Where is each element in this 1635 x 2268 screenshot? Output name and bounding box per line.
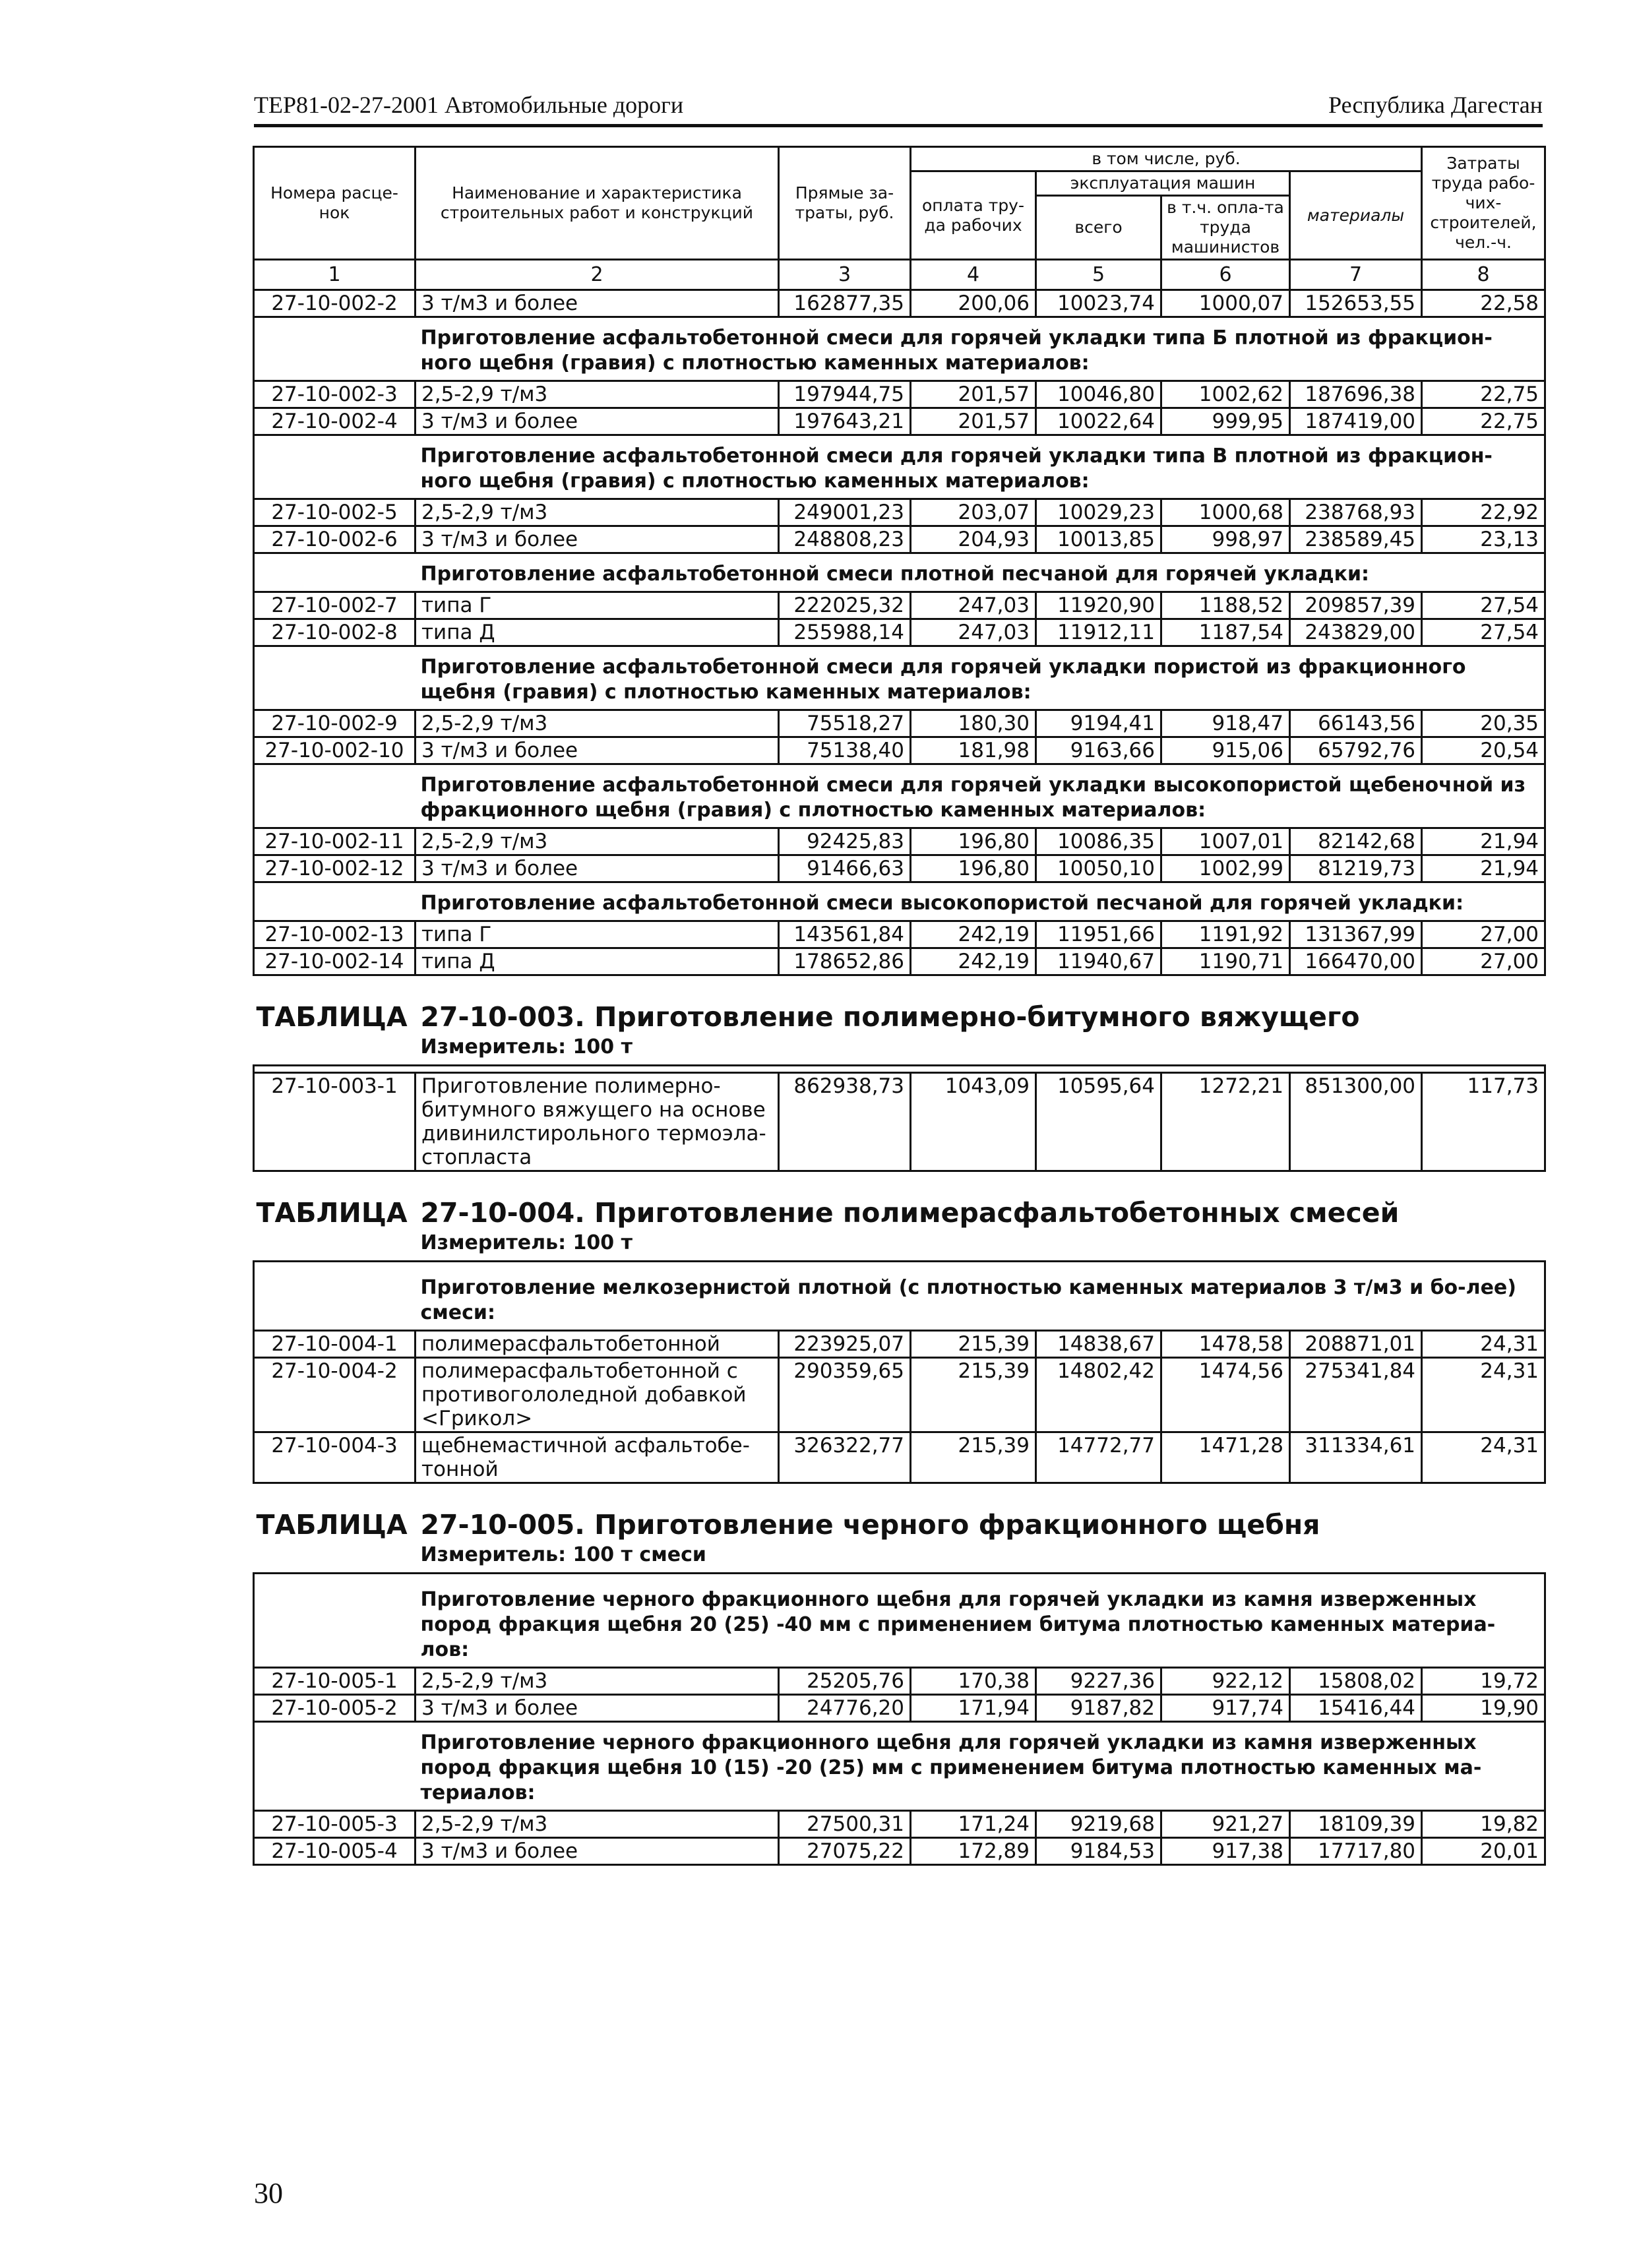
section-spacer [254,882,416,921]
machines-total: 11951,66 [1036,921,1161,948]
machinist-pay: 1471,28 [1161,1432,1290,1483]
table-body [254,147,1545,1865]
table-title-label: ТАБЛИЦА [256,1001,408,1033]
header-machines-total: всего [1036,196,1161,260]
materials: 851300,00 [1290,1073,1422,1171]
section-heading-row [254,1722,1545,1811]
labor-costs: 19,72 [1422,1668,1545,1695]
column-number: 7 [1290,260,1422,290]
materials: 82142,68 [1290,828,1422,855]
materials: 238768,93 [1290,499,1422,526]
labor-pay: 215,39 [911,1358,1036,1432]
direct-costs: 24776,20 [779,1695,911,1722]
work-name: 3 т/м3 и более [416,1695,779,1722]
direct-costs: 248808,23 [779,526,911,553]
measure-unit-row [254,1033,1545,1066]
table-row [254,619,1545,646]
rate-code: 27-10-002-2 [254,290,416,317]
machinist-pay: 1000,68 [1161,499,1290,526]
labor-costs: 27,54 [1422,592,1545,619]
table-row [254,948,1545,975]
column-number: 4 [911,260,1036,290]
direct-costs: 91466,63 [779,855,911,882]
labor-pay: 242,19 [911,921,1036,948]
work-name: типа Д [416,948,779,975]
measure-unit-row [254,1541,1545,1574]
labor-costs: 22,58 [1422,290,1545,317]
machines-total: 11912,11 [1036,619,1161,646]
labor-pay: 204,93 [911,526,1036,553]
border-cell [254,1574,1545,1580]
machinist-pay: 922,12 [1161,1668,1290,1695]
section-heading-row [254,317,1545,381]
labor-costs: 24,31 [1422,1358,1545,1432]
machines-total: 10023,74 [1036,290,1161,317]
header-code: Номера расце-нок [254,147,416,260]
section-spacer [254,1268,416,1331]
rate-code: 27-10-002-10 [254,737,416,764]
machinist-pay: 1478,58 [1161,1331,1290,1358]
work-name: 2,5-2,9 т/м3 [416,710,779,737]
labor-pay: 196,80 [911,828,1036,855]
rate-code: 27-10-002-8 [254,619,416,646]
rate-code: 27-10-002-13 [254,921,416,948]
work-name: 3 т/м3 и более [416,526,779,553]
rate-code: 27-10-004-1 [254,1331,416,1358]
work-name: типа Г [416,592,779,619]
machines-total: 9227,36 [1036,1668,1161,1695]
measure-unit: Измеритель: 100 т смеси [420,1543,706,1566]
direct-costs: 222025,32 [779,592,911,619]
direct-costs: 255988,14 [779,619,911,646]
section-heading-row [254,1268,1545,1331]
table-top-border [254,1574,1545,1580]
section-heading: Приготовление асфальтобетонной смеси для горячей укладки пористой из фракционного щебня (гравия) с плотностью каменных материалов: [416,646,1545,710]
table-title-row [254,1171,1545,1229]
machines-total: 9194,41 [1036,710,1161,737]
machines-total: 11920,90 [1036,592,1161,619]
section-spacer [254,1722,416,1811]
labor-pay: 196,80 [911,855,1036,882]
machinist-pay: 917,74 [1161,1695,1290,1722]
header-materials: материалы [1290,171,1422,260]
work-name: щебнемастичной асфальтобе-тонной [416,1432,779,1483]
section-heading: Приготовление черного фракционного щебня для горячей укладки из камня изверженных пород фракция щебня 20 (25) -40 мм с применением битума плотностью каменных материа-лов: [416,1579,1545,1668]
machines-total: 11940,67 [1036,948,1161,975]
column-number: 6 [1161,260,1290,290]
materials: 209857,39 [1290,592,1422,619]
materials: 238589,45 [1290,526,1422,553]
section-heading: Приготовление асфальтобетонной смеси для горячей укладки типа В плотной из фракцион-ного щебня (гравия) с плотностью каменных материалов: [416,435,1545,499]
rate-code: 27-10-005-3 [254,1811,416,1838]
direct-costs: 178652,86 [779,948,911,975]
table-row [254,855,1545,882]
column-number: 1 [254,260,416,290]
column-number: 3 [779,260,911,290]
machines-total: 10029,23 [1036,499,1161,526]
border-cell [254,1066,1545,1073]
rate-code: 27-10-002-6 [254,526,416,553]
rate-code: 27-10-004-3 [254,1432,416,1483]
rate-code: 27-10-004-2 [254,1358,416,1432]
table-row [254,1668,1545,1695]
work-name: 2,5-2,9 т/м3 [416,1668,779,1695]
machines-total: 14838,67 [1036,1331,1161,1358]
machinist-pay: 918,47 [1161,710,1290,737]
direct-costs: 326322,77 [779,1432,911,1483]
rate-code: 27-10-002-7 [254,592,416,619]
work-name: 3 т/м3 и более [416,855,779,882]
work-name: 3 т/м3 и более [416,737,779,764]
materials: 152653,55 [1290,290,1422,317]
measure-spacer [254,1541,416,1574]
materials: 187419,00 [1290,408,1422,435]
section-heading: Приготовление асфальтобетонной смеси для горячей укладки типа Б плотной из фракцион-ного щебня (гравия) с плотностью каменных материалов: [416,317,1545,381]
measure-spacer [254,1229,416,1262]
direct-costs: 92425,83 [779,828,911,855]
header-region: Республика Дагестан [1328,92,1543,118]
labor-costs: 23,13 [1422,526,1545,553]
header-direct-costs: Прямые за-траты, руб. [779,147,911,260]
machinist-pay: 1000,07 [1161,290,1290,317]
column-number-row [254,260,1545,290]
labor-costs: 19,82 [1422,1811,1545,1838]
machines-total: 10013,85 [1036,526,1161,553]
header-labor-costs: Затраты труда рабо-чих-строителей, чел.-ч. [1422,147,1545,260]
work-name: 2,5-2,9 т/м3 [416,1811,779,1838]
labor-costs: 21,94 [1422,828,1545,855]
table-row [254,499,1545,526]
labor-costs: 24,31 [1422,1331,1545,1358]
labor-pay: 215,39 [911,1331,1036,1358]
materials: 17717,80 [1290,1838,1422,1865]
table-title: 27-10-003. Приготовление полимерно-битумного вяжущего [420,1001,1360,1033]
section-spacer [254,553,416,592]
machinist-pay: 1002,99 [1161,855,1290,882]
direct-costs: 162877,35 [779,290,911,317]
measure-unit: Измеритель: 100 т [420,1231,632,1254]
measure-unit-row [254,1229,1545,1262]
column-number: 2 [416,260,779,290]
measure-spacer [254,1033,416,1066]
machines-total: 10050,10 [1036,855,1161,882]
table-row [254,710,1545,737]
materials: 131367,99 [1290,921,1422,948]
machines-total: 9187,82 [1036,1695,1161,1722]
rate-code: 27-10-002-9 [254,710,416,737]
direct-costs: 197944,75 [779,381,911,408]
section-heading-row [254,435,1545,499]
rate-code: 27-10-002-11 [254,828,416,855]
running-header [254,84,1543,127]
work-name: 2,5-2,9 т/м3 [416,499,779,526]
table-row [254,921,1545,948]
work-name: полимерасфальтобетонной с противогололедной добавкой <Грикол> [416,1358,779,1432]
section-spacer [254,317,416,381]
labor-pay: 247,03 [911,619,1036,646]
header-machinist-pay: в т.ч. опла-та труда машинистов [1161,196,1290,260]
measure-unit: Измеритель: 100 т [420,1035,632,1058]
work-name: 2,5-2,9 т/м3 [416,381,779,408]
machines-total: 10046,80 [1036,381,1161,408]
materials: 18109,39 [1290,1811,1422,1838]
table-title-row [254,975,1545,1033]
table-header-row [254,147,1545,171]
header-labor-pay: оплата тру-да рабочих [911,171,1036,260]
machinist-pay: 1188,52 [1161,592,1290,619]
work-name: 3 т/м3 и более [416,290,779,317]
section-heading-row [254,764,1545,828]
machinist-pay: 999,95 [1161,408,1290,435]
direct-costs: 25205,76 [779,1668,911,1695]
materials: 275341,84 [1290,1358,1422,1432]
direct-costs: 223925,07 [779,1331,911,1358]
labor-pay: 1043,09 [911,1073,1036,1171]
section-spacer [254,435,416,499]
machinist-pay: 1007,01 [1161,828,1290,855]
labor-costs: 117,73 [1422,1073,1545,1171]
work-name: 3 т/м3 и более [416,408,779,435]
header-machines: эксплуатация машин [1036,171,1290,196]
table-row [254,1331,1545,1358]
labor-pay: 201,57 [911,408,1036,435]
price-table [253,146,1546,1866]
machines-total: 10086,35 [1036,828,1161,855]
table-top-border [254,1066,1545,1073]
materials: 81219,73 [1290,855,1422,882]
column-number: 8 [1422,260,1545,290]
direct-costs: 249001,23 [779,499,911,526]
materials: 15808,02 [1290,1668,1422,1695]
section-spacer [254,764,416,828]
table-row [254,290,1545,317]
direct-costs: 75138,40 [779,737,911,764]
table-row [254,1838,1545,1865]
page-number: 30 [254,2177,283,2209]
direct-costs: 75518,27 [779,710,911,737]
labor-costs: 24,31 [1422,1432,1545,1483]
labor-pay: 180,30 [911,710,1036,737]
direct-costs: 197643,21 [779,408,911,435]
table-top-border [254,1262,1545,1268]
rate-code: 27-10-005-2 [254,1695,416,1722]
section-heading-row [254,553,1545,592]
section-heading: Приготовление асфальтобетонной смеси для горячей укладки высокопористой щебеночной из фракционного щебня (гравия) с плотностью каменных материалов: [416,764,1545,828]
labor-pay: 170,38 [911,1668,1036,1695]
direct-costs: 862938,73 [779,1073,911,1171]
table-row [254,1811,1545,1838]
machinist-pay: 1272,21 [1161,1073,1290,1171]
labor-pay: 200,06 [911,290,1036,317]
direct-costs: 27500,31 [779,1811,911,1838]
table-title-row [254,1483,1545,1541]
machinist-pay: 1002,62 [1161,381,1290,408]
table-title-label: ТАБЛИЦА [256,1509,408,1541]
labor-pay: 171,24 [911,1811,1036,1838]
table-row [254,828,1545,855]
table-row [254,1432,1545,1483]
rate-code: 27-10-003-1 [254,1073,416,1171]
machinist-pay: 915,06 [1161,737,1290,764]
rate-code: 27-10-002-3 [254,381,416,408]
work-name: типа Г [416,921,779,948]
header-name: Наименование и характеристика строительных работ и конструкций [416,147,779,260]
materials: 208871,01 [1290,1331,1422,1358]
materials: 65792,76 [1290,737,1422,764]
labor-costs: 22,75 [1422,381,1545,408]
labor-costs: 20,54 [1422,737,1545,764]
table-row [254,408,1545,435]
machinist-pay: 917,38 [1161,1838,1290,1865]
labor-pay: 181,98 [911,737,1036,764]
work-name: полимерасфальтобетонной [416,1331,779,1358]
table-row [254,592,1545,619]
labor-pay: 171,94 [911,1695,1036,1722]
materials: 66143,56 [1290,710,1422,737]
labor-costs: 20,01 [1422,1838,1545,1865]
machines-total: 14802,42 [1036,1358,1161,1432]
labor-costs: 21,94 [1422,855,1545,882]
machines-total: 9219,68 [1036,1811,1161,1838]
labor-costs: 27,54 [1422,619,1545,646]
machines-total: 9163,66 [1036,737,1161,764]
section-spacer [254,1579,416,1668]
work-name: Приготовление полимерно-битумного вяжущего на основе дивинилстирольного термоэла-стопласта [416,1073,779,1171]
machinist-pay: 1187,54 [1161,619,1290,646]
labor-costs: 27,00 [1422,921,1545,948]
section-spacer [254,646,416,710]
machines-total: 10022,64 [1036,408,1161,435]
section-heading: Приготовление мелкозернистой плотной (с плотностью каменных материалов 3 т/м3 и бо-лее) смеси: [416,1268,1545,1331]
work-name: типа Д [416,619,779,646]
labor-costs: 22,92 [1422,499,1545,526]
machines-total: 9184,53 [1036,1838,1161,1865]
border-cell [254,1262,1545,1268]
table-row [254,1073,1545,1171]
rate-code: 27-10-002-4 [254,408,416,435]
section-heading: Приготовление асфальтобетонной смеси плотной песчаной для горячей укладки: [416,553,1545,592]
header-document-title: ТЕР81-02-27-2001 Автомобильные дороги [254,92,684,118]
work-name: 3 т/м3 и более [416,1838,779,1865]
table-row [254,526,1545,553]
direct-costs: 143561,84 [779,921,911,948]
machines-total: 14772,77 [1036,1432,1161,1483]
labor-pay: 201,57 [911,381,1036,408]
labor-pay: 203,07 [911,499,1036,526]
rate-code: 27-10-005-4 [254,1838,416,1865]
materials: 187696,38 [1290,381,1422,408]
table-title: 27-10-005. Приготовление черного фракционного щебня [420,1509,1320,1541]
materials: 15416,44 [1290,1695,1422,1722]
table-row [254,737,1545,764]
work-name: 2,5-2,9 т/м3 [416,828,779,855]
rate-code: 27-10-002-5 [254,499,416,526]
header-including: в том числе, руб. [911,147,1422,171]
labor-costs: 27,00 [1422,948,1545,975]
section-heading: Приготовление асфальтобетонной смеси высокопористой песчаной для горячей укладки: [416,882,1545,921]
section-heading-row [254,646,1545,710]
labor-costs: 19,90 [1422,1695,1545,1722]
labor-pay: 215,39 [911,1432,1036,1483]
rate-code: 27-10-002-12 [254,855,416,882]
direct-costs: 27075,22 [779,1838,911,1865]
labor-pay: 247,03 [911,592,1036,619]
labor-pay: 242,19 [911,948,1036,975]
table-title-label: ТАБЛИЦА [256,1197,408,1229]
table-row [254,381,1545,408]
rate-code: 27-10-005-1 [254,1668,416,1695]
section-heading-row [254,1579,1545,1668]
labor-costs: 20,35 [1422,710,1545,737]
column-number: 5 [1036,260,1161,290]
labor-pay: 172,89 [911,1838,1036,1865]
section-heading-row [254,882,1545,921]
rate-code: 27-10-002-14 [254,948,416,975]
table-row [254,1358,1545,1432]
table-title: 27-10-004. Приготовление полимерасфальтобетонных смесей [420,1197,1400,1229]
machinist-pay: 1474,56 [1161,1358,1290,1432]
machinist-pay: 921,27 [1161,1811,1290,1838]
section-heading: Приготовление черного фракционного щебня для горячей укладки из камня изверженных пород фракция щебня 10 (15) -20 (25) мм с применением битума плотностью каменных ма-териалов: [416,1722,1545,1811]
labor-costs: 22,75 [1422,408,1545,435]
direct-costs: 290359,65 [779,1358,911,1432]
table-row [254,1695,1545,1722]
materials: 243829,00 [1290,619,1422,646]
materials: 166470,00 [1290,948,1422,975]
machinist-pay: 998,97 [1161,526,1290,553]
machinist-pay: 1191,92 [1161,921,1290,948]
machines-total: 10595,64 [1036,1073,1161,1171]
materials: 311334,61 [1290,1432,1422,1483]
machinist-pay: 1190,71 [1161,948,1290,975]
